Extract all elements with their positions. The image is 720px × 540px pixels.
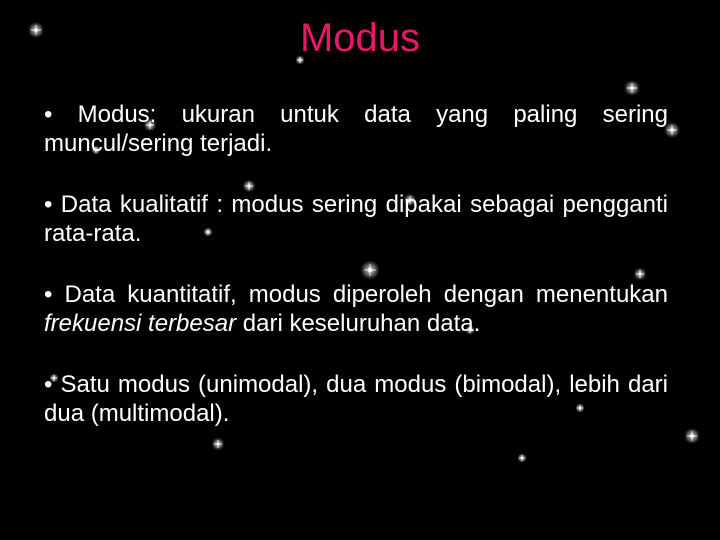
bullet-text: • Modus: ukuran untuk data yang paling sering muncul/sering terjadi. — [44, 101, 668, 157]
bullet-item-4 — [44, 370, 668, 428]
bullet-text: • Data kualitatif : modus sering dipakai sebagai pengganti rata-rata. — [44, 191, 668, 247]
slide-title: Modus — [299, 16, 421, 60]
bullet-text: dari keseluruhan data. — [236, 310, 481, 337]
bullet-text: • Data kuantitatif, modus diperoleh dengan menentukan — [44, 281, 668, 308]
bullet-list — [44, 100, 668, 460]
bullet-item-1 — [44, 100, 668, 158]
emphasis-text: frekuensi terbesar — [44, 310, 237, 337]
bullet-item-2 — [44, 190, 668, 248]
bullet-text: • Satu modus (unimodal), dua modus (bimodal), lebih dari dua (multimodal). — [44, 371, 668, 427]
star-icon — [684, 428, 700, 444]
star-icon — [624, 80, 640, 96]
bullet-item-3 — [44, 280, 668, 338]
